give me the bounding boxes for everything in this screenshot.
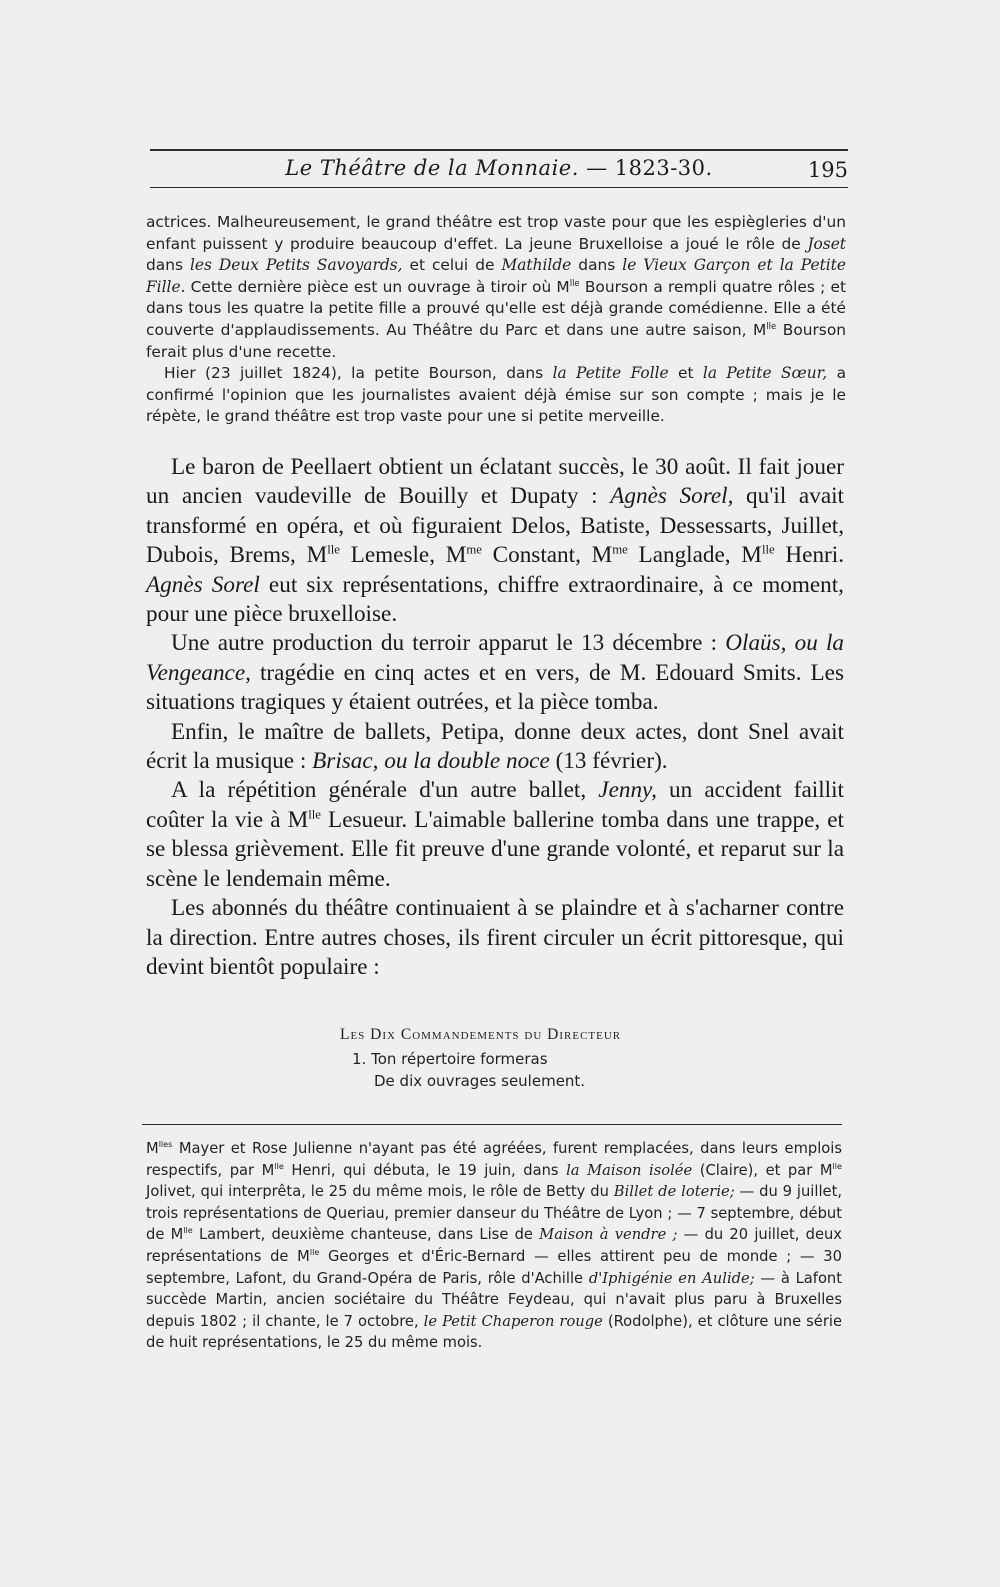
body-paragraph-5: Les abonnés du théâtre continuaient à se plaindre et à s'acharner contre la direction. Entre autres choses, ils firent circuler un écrit pittoresque, qui devint bientôt populaire : [146, 895, 844, 980]
body-paragraph-2: Une autre production du terroir apparut le 13 décembre : Olaüs, ou la Vengeance, tragédie en cinq actes et en vers, de M. Edouard Smits. Les situations tragiques y étaient outrées, et la pièce tomba. [146, 630, 845, 716]
page-number: 195 [807, 158, 848, 182]
quote-paragraph-1: actrices. Malheureusement, le grand théâtre est trop vaste pour que les espiègleries d'un enfant puissent y produire beaucoup d'effet. La jeune Bruxelloise a joué le rôle de Joset dans les Deux Petits Savoyards, et celui de Mathilde dans le Vieux Garçon et la Petite Fille. Cette dernière pièce est un ouvrage à tiroir où $M^{lle}$ Bourson a rempli quatre rôles ; et dans tous les quatre la petite fille a prouvé qu'elle est déjà grande comédienne. Elle a été couverte d'applaudissements. Au Théâtre du Parc et dans une autre saison, $M^{lle}$ Bourson ferait plus d'une recette. [146, 213, 847, 361]
main-text [146, 453, 844, 982]
excerpt-line-2: De dix ouvrages seulement. [374, 1072, 586, 1090]
body-paragraph-3: Enfin, le maître de ballets, Petipa, donne deux actes, dont Snel avait écrit la musique : Brisac, ou la double noce (13 février). [146, 718, 844, 775]
running-head [150, 154, 848, 184]
body-paragraph-1: Le baron de Peellaert obtient un éclatant succès, le 30 août. Il fait jouer un ancien vaudeville de Bouilly et Dupaty : Agnès Sorel, qu'il avait transformé en opéra, et où figuraient Delos, Batiste, Dessessarts, Juillet, Dubois, Brems, $M^{lle}$ Lemesle, $M^{me}$ Constant, $M^{me}$ Langlade, $M^{lle}$ Henri. Agnès Sorel eut six représentations, chiffre extraordinaire, à ce moment, pour une pièce bruxelloise. [146, 454, 844, 628]
quoted-review [146, 212, 846, 428]
footnote-paragraph: $M^{lles}$ Mayer et Rose Julienne n'ayant pas été agréées, furent remplacées, dans leurs emplois respectifs, par $M^{lle}$ Henri, qui débuta, le 19 juin, dans la Maison isolée (Claire), et par $M^{lle}$ Jolivet, qui interprêta, le 25 du même mois, le rôle de Betty du Billet de loterie; — du 9 juillet, trois représentations de Queriau, premier danseur du Théâtre de Lyon ; — 7 septembre, début de $M^{lle}$ Lambert, deuxième chanteuse, dans Lise de Maison à vendre ; — du 20 juillet, deux représentations de $M^{lle}$ Georges et d'Éric-Bernard — elles attirent peu de monde ; — 30 septembre, Lafont, du Grand-Opéra de Paris, rôle d'Achille d'Iphigénie en Aulide; — à Lafont succède Martin, ancien sociétaire du Théâtre Feydeau, qui n'avait plus paru à Bruxelles depuis 1802 ; il chante, le 7 octobre, le Petit Chaperon rouge (Rodolphe), et clôture une série de huit représentations, le 25 du même mois. [146, 1139, 843, 1352]
footnote [146, 1138, 842, 1354]
body-paragraph-4: A la répétition générale d'un autre ballet, Jenny, un accident faillit coûter la vie à $M^{lle}$ Lesueur. L'aimable ballerine tomba dans une trappe, et se blessa grièvement. Elle fit preuve d'une grande volonté, et reparut sur la scène le lendemain même. [146, 777, 844, 892]
top-rule [150, 149, 848, 151]
header-rule [150, 187, 848, 188]
excerpt-title: Les Dix Commandements du Directeur [340, 1026, 622, 1043]
quote-paragraph-2: Hier (23 juillet 1824), la petite Bourson, dans la Petite Folle et la Petite Sœur, a confirmé l'opinion que les journalistes avaient déjà émise sur son compte ; mais je le répète, le grand théâtre est trop vaste pour une si petite merveille. [146, 364, 846, 426]
commandments-excerpt [340, 1026, 740, 1092]
footnote-rule [142, 1124, 842, 1125]
excerpt-line-1: 1. Ton répertoire formeras [352, 1050, 548, 1068]
running-title: Le Théâtre de la Monnaie. — 1823-30. [285, 156, 713, 180]
